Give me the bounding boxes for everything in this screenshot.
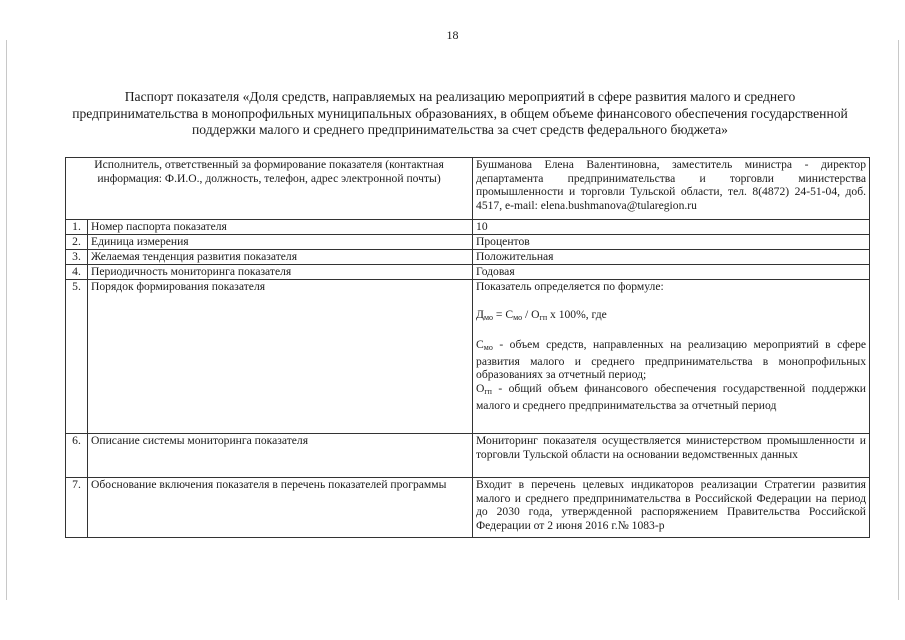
row-label: Номер паспорта показателя bbox=[88, 220, 473, 235]
formula-c-definition: $С_{мо}$ - объем средств, направленных на реализацию мероприятий в сфере развития малого и среднего предпринимательства в монопрофильных образованиях за отчетный период; bbox=[476, 338, 867, 382]
table-row bbox=[66, 235, 870, 250]
row-value: Годовая bbox=[473, 265, 870, 280]
formula-o-definition: $О_{гп}$ - общий объем финансового обеспечения государственной поддержки малого и среднего предпринимательства за отчетный период bbox=[476, 381, 867, 412]
formation-value bbox=[473, 280, 870, 434]
row-number: 3. bbox=[66, 250, 88, 265]
table-row-justification bbox=[66, 478, 870, 538]
table-row bbox=[66, 265, 870, 280]
row-label: Порядок формирования показателя bbox=[88, 280, 473, 434]
margin-mark-right bbox=[898, 40, 899, 600]
executor-value: Бушманова Елена Валентиновна, заместитель министра - директор департамента предпринимательства и торговли министерства промышленности и торговли Тульской области, тел. 8(4872) 24-51-04, доб. 4517, e-mail: elena.bushmanova@tularegion.ru bbox=[473, 158, 870, 220]
page-number: 18 bbox=[446, 28, 459, 42]
row-label: Периодичность мониторинга показателя bbox=[88, 265, 473, 280]
row-label: Желаемая тенденция развития показателя bbox=[88, 250, 473, 265]
row-label: Описание системы мониторинга показателя bbox=[88, 434, 473, 478]
table-row-formation bbox=[66, 280, 870, 434]
formula-intro: Показатель определяется по формуле: bbox=[476, 280, 664, 293]
row-value: Процентов bbox=[473, 235, 870, 250]
executor-label: Исполнитель, ответственный за формирование показателя (контактная информация: Ф.И.О., должность, телефон, адрес электронной почты) bbox=[66, 158, 473, 220]
margin-mark-left bbox=[6, 40, 7, 600]
row-number: 5. bbox=[66, 280, 88, 434]
row-number: 6. bbox=[66, 434, 88, 478]
table-row-executor bbox=[66, 158, 870, 220]
justification-value: Входит в перечень целевых индикаторов реализации Стратегии развития малого и среднего предпринимательства в Российской Федерации на период до 2030 года, утвержденной распоряжением Правительства Российской Федерации от 2 июня 2016 г.№ 1083-р bbox=[473, 478, 870, 538]
row-label: Единица измерения bbox=[88, 235, 473, 250]
monitoring-value: Мониторинг показателя осуществляется министерством промышленности и торговли Тульской области на основании ведомственных данных bbox=[473, 434, 870, 478]
row-number: 4. bbox=[66, 265, 88, 280]
row-number: 1. bbox=[66, 220, 88, 235]
row-value: 10 bbox=[473, 220, 870, 235]
row-value: Положительная bbox=[473, 250, 870, 265]
row-number: 2. bbox=[66, 235, 88, 250]
table-row bbox=[66, 220, 870, 235]
table-row bbox=[66, 250, 870, 265]
document-title: Паспорт показателя «Доля средств, направляемых на реализацию мероприятий в сфере развития малого и среднего предпринимательства в монопрофильных муниципальных образованиях, в общем объеме финансового обеспечения государственной поддержки малого и среднего предпринимательства за счет средств федерального бюджета» bbox=[72, 89, 848, 137]
passport-table bbox=[65, 157, 870, 538]
row-number: 7. bbox=[66, 478, 88, 538]
row-label: Обоснование включения показателя в перечень показателей программы bbox=[88, 478, 473, 538]
table-row-monitoring bbox=[66, 434, 870, 478]
formula: $Д_{мо} = С_{мо} / О_{гп}$ х 100%, где bbox=[476, 307, 607, 322]
